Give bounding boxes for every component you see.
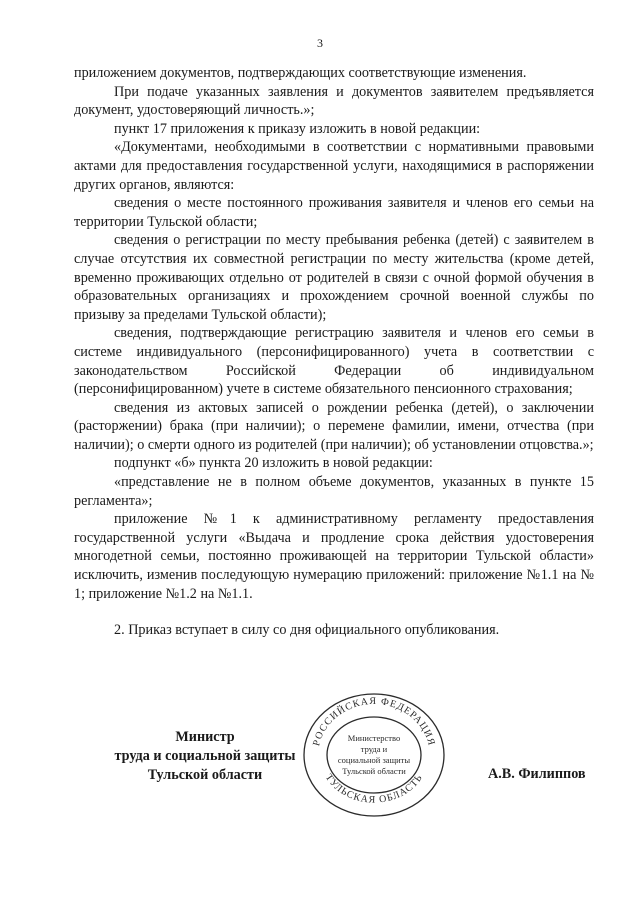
paragraph: подпункт «б» пункта 20 изложить в новой редакции: [114,455,433,472]
signer-title-block [100,728,310,785]
paragraph: приложение №1 к административному регламенту предоставления государственной услуги «Выдача и продление срока действия удостоверения многодетной семьи, постоянно проживающей на территории Тульской области» исключить, изменив последующую нумерацию приложений: приложение №1.1 на № 1; приложение №1.2 на №1.1. [74,511,594,602]
paragraph: При подаче указанных заявления и документов заявителем предъявляется документ, удостоверяющий личность.»; [74,83,594,119]
paragraph: приложением документов, подтверждающих соответствующие изменения. [74,65,527,81]
page-number: 3 [317,36,323,50]
signer-title-line: Министр [175,729,235,745]
svg-text:ТУЛЬСКАЯ ОБЛАСТЬ [323,772,425,805]
paragraph: сведения, подтверждающие регистрацию заявителя и членов его семьи в системе индивидуального (персонифицированного) учета в соответствии с законодательством Российской Федерации об индивидуальном (персонифицированном) учете в системе обязательного пенсионного страхования; [74,325,594,398]
seal-top-text: РОССИЙСКАЯ ФЕДЕРАЦИЯ [311,695,437,748]
signer-title-line: Тульской области [147,767,263,783]
document-body [74,64,594,640]
paragraph: пункт 17 приложения к приказу изложить в новой редакции: [114,120,481,137]
paragraph: сведения о регистрации по месту пребывания ребенка (детей) с заявителем в случае отсутствия их совместной регистрации по месту жительства (кроме детей, временно проживающих отдельно от родителей в связи с очной формой обучения в образовательных организациях и прохождением срочной военной службы по призыву за пределами Тульской области); [74,232,594,323]
paragraph-effective-date: 2. Приказ вступает в силу со дня официального опубликования. [114,622,500,639]
paragraph: «Документами, необходимыми в соответствии с нормативными правовыми актами для предоставления государственной услуги, находящимися в распоряжении других органов, являются: [74,139,594,193]
seal-inner-text: Тульской области [342,766,406,776]
official-seal [294,690,454,820]
seal-inner-text: труда и [360,744,388,754]
paragraph: сведения из актовых записей о рождении ребенка (детей), о заключении (расторжении) брака (при наличии); о перемене фамилии, имени, отчества (при наличии); о смерти одного из родителей (при наличии); об установлении отцовства.»; [74,399,594,453]
seal-inner-text: Министерство [347,733,401,743]
signer-name: А.В. Филиппов [488,766,586,782]
seal-bottom-text: ТУЛЬСКАЯ ОБЛАСТЬ [322,772,426,806]
paragraph: сведения о месте постоянного проживания заявителя и членов его семьи на территории Тульской области; [74,195,594,230]
seal-inner-text: социальной защиты [337,755,411,765]
signer-title-line: труда и социальной защиты [114,748,296,764]
paragraph: «представление не в полном объеме документов, указанных в пункте 15 регламента»; [74,474,594,509]
